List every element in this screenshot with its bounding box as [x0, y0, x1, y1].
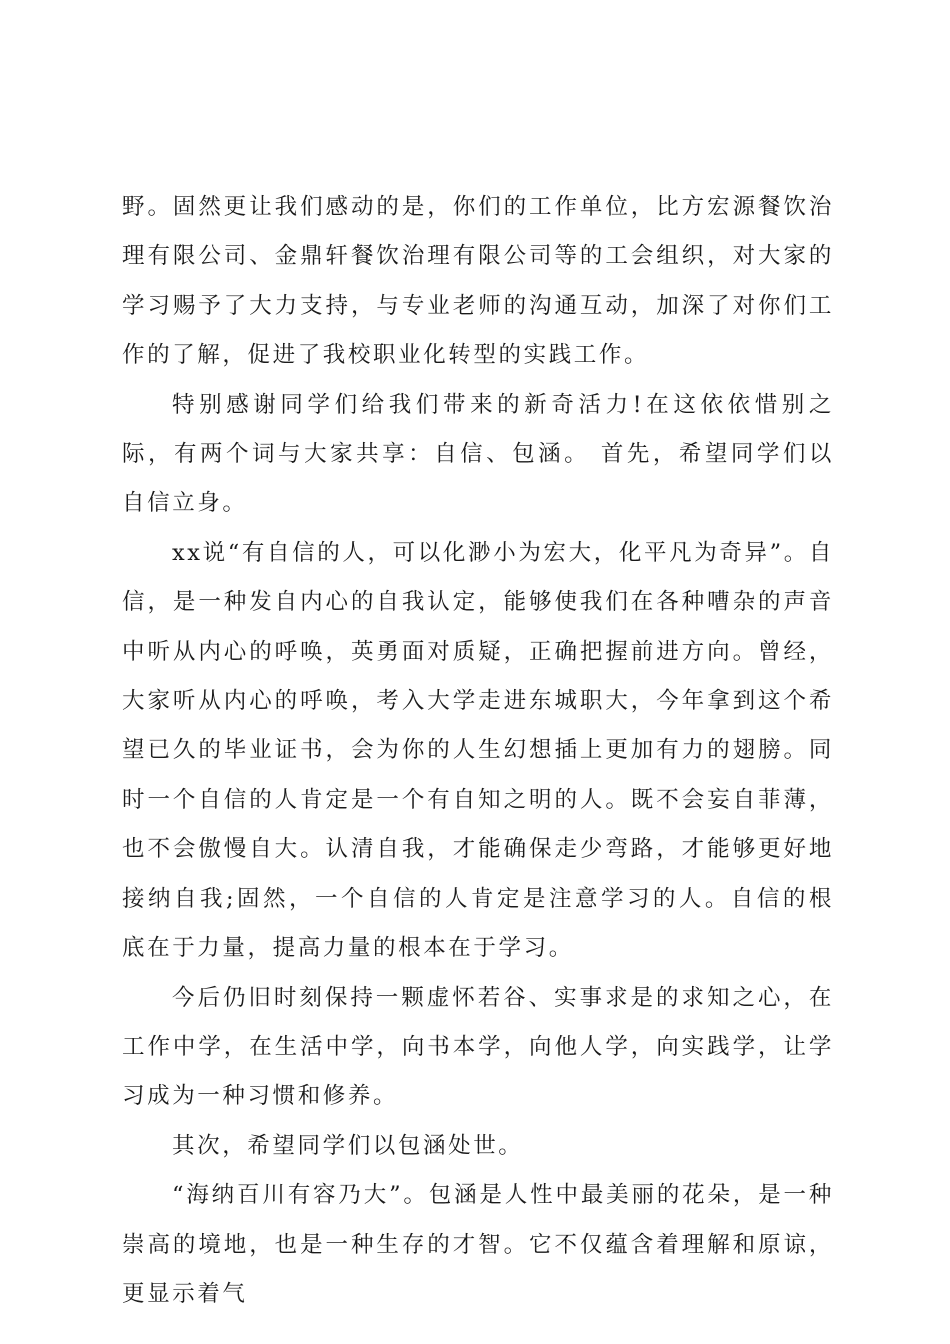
paragraph-6: “海纳百川有容乃大”。包涵是人性中最美丽的花朵，是一种崇高的境地，也是一种生存的才智。它不仅蕴含着理解和原谅，更显示着气	[122, 1182, 834, 1307]
paragraph-4: 今后仍旧时刻保持一颗虚怀若谷、实事求是的求知之心，在工作中学，在生活中学，向书本学，向他人学，向实践学，让学习成为一种习惯和修养。	[122, 984, 834, 1110]
paragraph-1: 野。固然更让我们感动的是，你们的工作单位，比方宏源餐饮治理有限公司、金鼎轩餐饮治理有限公司等的工会组织，对大家的学习赐予了大力支持，与专业老师的沟通互动，加深了对你们工作的了解，促进了我校职业化转型的实践工作。	[122, 194, 834, 369]
paragraph-2: 特别感谢同学们给我们带来的新奇活力!在这依依惜别之际，有两个词与大家共享：自信、包涵。 首先，希望同学们以自信立身。	[122, 391, 834, 517]
paragraph-3: xx说“有自信的人，可以化渺小为宏大，化平凡为奇异”。自信，是一种发自内心的自我认定，能够使我们在各种嘈杂的声音中听从内心的呼唤，英勇面对质疑，正确把握前进方向。曾经，大家听从内心的呼唤，考入大学走进东城职大，今年拿到这个希望已久的毕业证书，会为你的人生幻想插上更加有力的翅膀。同时一个自信的人肯定是一个有自知之明的人。既不会妄自菲薄，也不会傲慢自大。认清自我，才能确保走少弯路，才能够更好地接纳自我;固然，一个自信的人肯定是注意学习的人。自信的根底在于力量，提高力量的根本在于学习。	[122, 539, 834, 962]
paragraph-5: 其次，希望同学们以包涵处世。	[172, 1132, 524, 1159]
document-body	[122, 183, 834, 1319]
